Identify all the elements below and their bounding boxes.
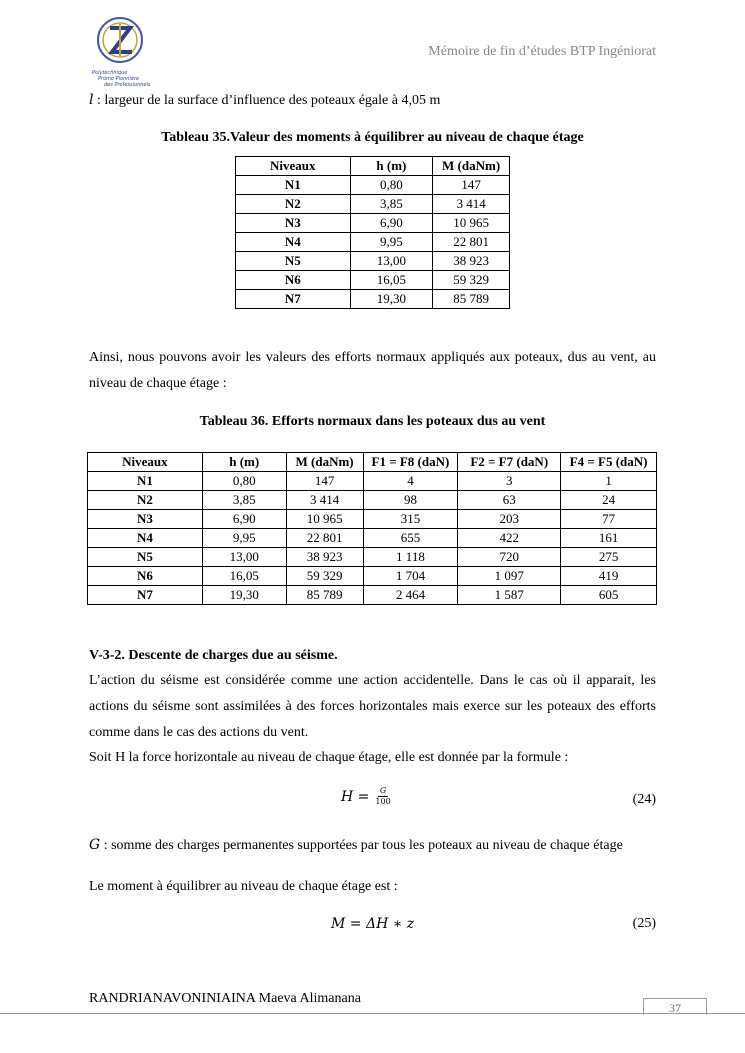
paragraph-ainsi: Ainsi, nous pouvons avoir les valeurs des efforts normaux appliqués aux poteaux, dus au vent, au niveau de chaque étage : [89,350,656,391]
table-cell: N5 [236,252,351,271]
table-cell: 0,80 [350,176,433,195]
table-cell: 13,00 [350,252,433,271]
table-cell: 3,85 [350,195,433,214]
table-cell: 0,80 [202,472,286,491]
footer-author: RANDRIANAVONINIAINA Maeva Alimanana [89,991,361,1006]
table36-caption: Tableau 36. Efforts normaux dans les poteaux dus au vent [199,414,546,429]
table36-header-cell: F1 = F8 (daN) [363,453,458,472]
table-cell: 1 118 [363,548,458,567]
table-cell: N3 [236,214,351,233]
table-cell: N5 [88,548,203,567]
logo-caption-line: Promo Pionnière [98,76,140,82]
table-cell: 24 [561,491,657,510]
table36-header-cell: F4 = F5 (daN) [561,453,657,472]
table-row [236,290,510,309]
table-cell: 4 [363,472,458,491]
table-cell: 19,30 [202,586,286,605]
table-cell: 3,85 [202,491,286,510]
table-cell: N1 [88,472,203,491]
table-cell: 3 [458,472,561,491]
table36 [87,452,657,605]
table-cell: N4 [236,233,351,252]
table-cell: 13,00 [202,548,286,567]
page-number: 37 [643,998,707,1015]
table-cell: 275 [561,548,657,567]
table-cell: 3 414 [286,491,363,510]
table36-header-cell: M (daNm) [286,453,363,472]
table36-header-cell: h (m) [202,453,286,472]
equation-25-number: (25) [632,916,656,931]
eq24-denominator: 100 [375,797,391,806]
table-cell: 38 923 [286,548,363,567]
table-row [88,529,657,548]
table-cell: 147 [433,176,510,195]
equation-25: M = ΔH ∗ z [331,916,415,932]
symbol-l: l [89,92,94,108]
table-row [88,472,657,491]
table-cell: N4 [88,529,203,548]
g-text: : somme des charges permanentes supportées par tous les poteaux au niveau de chaque étage [100,838,623,853]
table-cell: 10 965 [286,510,363,529]
table-cell: 16,05 [350,271,433,290]
intro-text: : largeur de la surface d’influence des poteaux égale à 4,05 m [93,93,441,108]
table-cell: 22 801 [286,529,363,548]
table-cell: 6,90 [350,214,433,233]
table-row [236,271,510,290]
intro-line [89,87,440,114]
table-row [88,548,657,567]
table-row [236,233,510,252]
table-cell: 38 923 [433,252,510,271]
table-cell: N7 [88,586,203,605]
table-cell: 1 587 [458,586,561,605]
table35-header-cell: M (daNm) [433,157,510,176]
table-row [236,195,510,214]
table-cell: 3 414 [433,195,510,214]
paragraph-moment: Le moment à équilibrer au niveau de chaque étage est : [89,879,398,894]
table-cell: N6 [236,271,351,290]
table-cell: 63 [458,491,561,510]
table35 [235,156,510,309]
school-logo [90,14,162,90]
table-row [236,176,510,195]
table-row [88,491,657,510]
table-cell: N6 [88,567,203,586]
footer-divider [0,1013,745,1014]
table-cell: N3 [88,510,203,529]
table-cell: 1 [561,472,657,491]
table-cell: 161 [561,529,657,548]
table35-caption: Tableau 35.Valeur des moments à équilibrer au niveau de chaque étage [161,130,584,145]
table-cell: 203 [458,510,561,529]
table-cell: N2 [236,195,351,214]
equation-24 [341,786,391,807]
table-row [88,586,657,605]
table-cell: 59 329 [433,271,510,290]
table-cell: 1 097 [458,567,561,586]
header-title: Mémoire de fin d’études BTP Ingéniorat [428,44,656,59]
section-heading: V-3-2. Descente de charges due au séisme. [89,648,338,663]
table-cell: 6,90 [202,510,286,529]
eq24-numerator: G [379,786,387,795]
table35-header-row [236,157,510,176]
table-cell: 147 [286,472,363,491]
table-cell: 85 789 [286,586,363,605]
table-cell: 605 [561,586,657,605]
table-cell: 77 [561,510,657,529]
table-cell: N7 [236,290,351,309]
table36-header-row [88,453,657,472]
table-cell: 22 801 [433,233,510,252]
equation-24-number: (24) [632,792,656,807]
table36-header-cell: Niveaux [88,453,203,472]
table-row [88,567,657,586]
symbol-g: G [89,837,101,853]
table-cell: 10 965 [433,214,510,233]
paragraph-seisme: L’action du séisme est considérée comme une action accidentelle. Dans le cas où il apparait, les actions du séisme sont assimilées à des forces horizontales mais exerce sur les poteaux des efforts comme dans le cas des actions du vent. [89,673,656,740]
paragraph-force-h: Soit H la force horizontale au niveau de chaque étage, elle est donnée par la formule : [89,750,569,765]
table36-header-cell: F2 = F7 (daN) [458,453,561,472]
table-cell: 85 789 [433,290,510,309]
logo-caption-line: Polytechnique [92,70,128,76]
g-definition [89,832,623,859]
table-cell: N1 [236,176,351,195]
table-cell: 59 329 [286,567,363,586]
table-cell: 720 [458,548,561,567]
table-cell: 98 [363,491,458,510]
table-cell: 9,95 [350,233,433,252]
table-cell: 16,05 [202,567,286,586]
table-cell: 655 [363,529,458,548]
table-row [88,510,657,529]
table-row [236,214,510,233]
table-cell: 422 [458,529,561,548]
table-cell: 419 [561,567,657,586]
table35-header-cell: Niveaux [236,157,351,176]
table-cell: 315 [363,510,458,529]
logo-caption-line: des Professionnels [104,82,151,88]
table-cell: 9,95 [202,529,286,548]
table-row [236,252,510,271]
eq24-lhs: H = [341,788,370,805]
table-cell: N2 [88,491,203,510]
table-cell: 2 464 [363,586,458,605]
table-cell: 19,30 [350,290,433,309]
eq24-fraction [375,786,390,807]
table-cell: 1 704 [363,567,458,586]
table35-header-cell: h (m) [350,157,433,176]
